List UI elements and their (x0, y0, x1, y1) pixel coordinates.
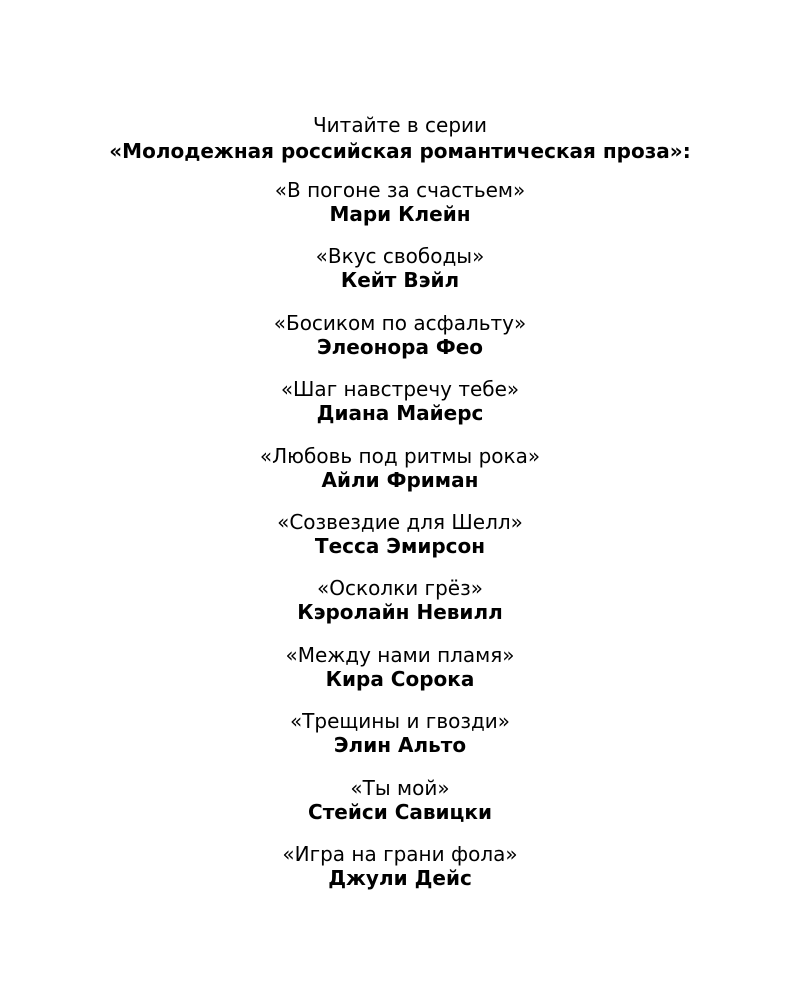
book-author: Стейси Савицки (308, 799, 492, 824)
book-author: Мари Клейн (329, 202, 471, 226)
book-author: Тесса Эмирсон (314, 533, 486, 558)
book-entry (0, 576, 800, 642)
series-intro: Читайте в серии (312, 113, 488, 137)
book-title: «Любовь под ритмы рока» (259, 443, 541, 468)
book-author: Кира Сорока (325, 666, 475, 691)
book-entry (0, 510, 800, 576)
book-entry (0, 444, 800, 510)
book-entry (0, 842, 800, 908)
book-title: «Созвездие для Шелл» (277, 509, 523, 534)
book-author: Айли Фриман (321, 467, 479, 492)
book-title: «Трещины и гвозди» (289, 709, 511, 734)
book-title: «Между нами пламя» (285, 642, 515, 667)
book-entry (0, 709, 800, 775)
book-title: «В погоне за счастьем» (274, 178, 526, 202)
series-name: «Молодежная российская романтическая проза»: (109, 139, 691, 163)
book-entry (0, 643, 800, 709)
book-title: «Игра на грани фола» (282, 841, 518, 866)
book-entry (0, 377, 800, 443)
book-entry (0, 311, 800, 377)
book-entry (0, 776, 800, 842)
book-title: «Босиком по асфальту» (273, 310, 527, 335)
book-title: «Ты мой» (350, 775, 450, 800)
book-entry (0, 244, 800, 310)
book-title: «Шаг навстречу тебе» (280, 377, 520, 402)
book-entry (0, 178, 800, 244)
series-header (0, 112, 800, 164)
book-author: Элин Альто (333, 733, 467, 758)
book-author: Кэролайн Невилл (297, 600, 503, 625)
book-title: «Осколки грёз» (317, 576, 483, 601)
book-author: Диана Майерс (316, 401, 484, 426)
book-title: «Вкус свободы» (315, 244, 485, 269)
book-author: Кейт Вэйл (340, 268, 460, 293)
book-author: Элеонора Фео (316, 334, 484, 359)
book-author: Джули Дейс (328, 865, 472, 890)
book-list (0, 178, 800, 908)
